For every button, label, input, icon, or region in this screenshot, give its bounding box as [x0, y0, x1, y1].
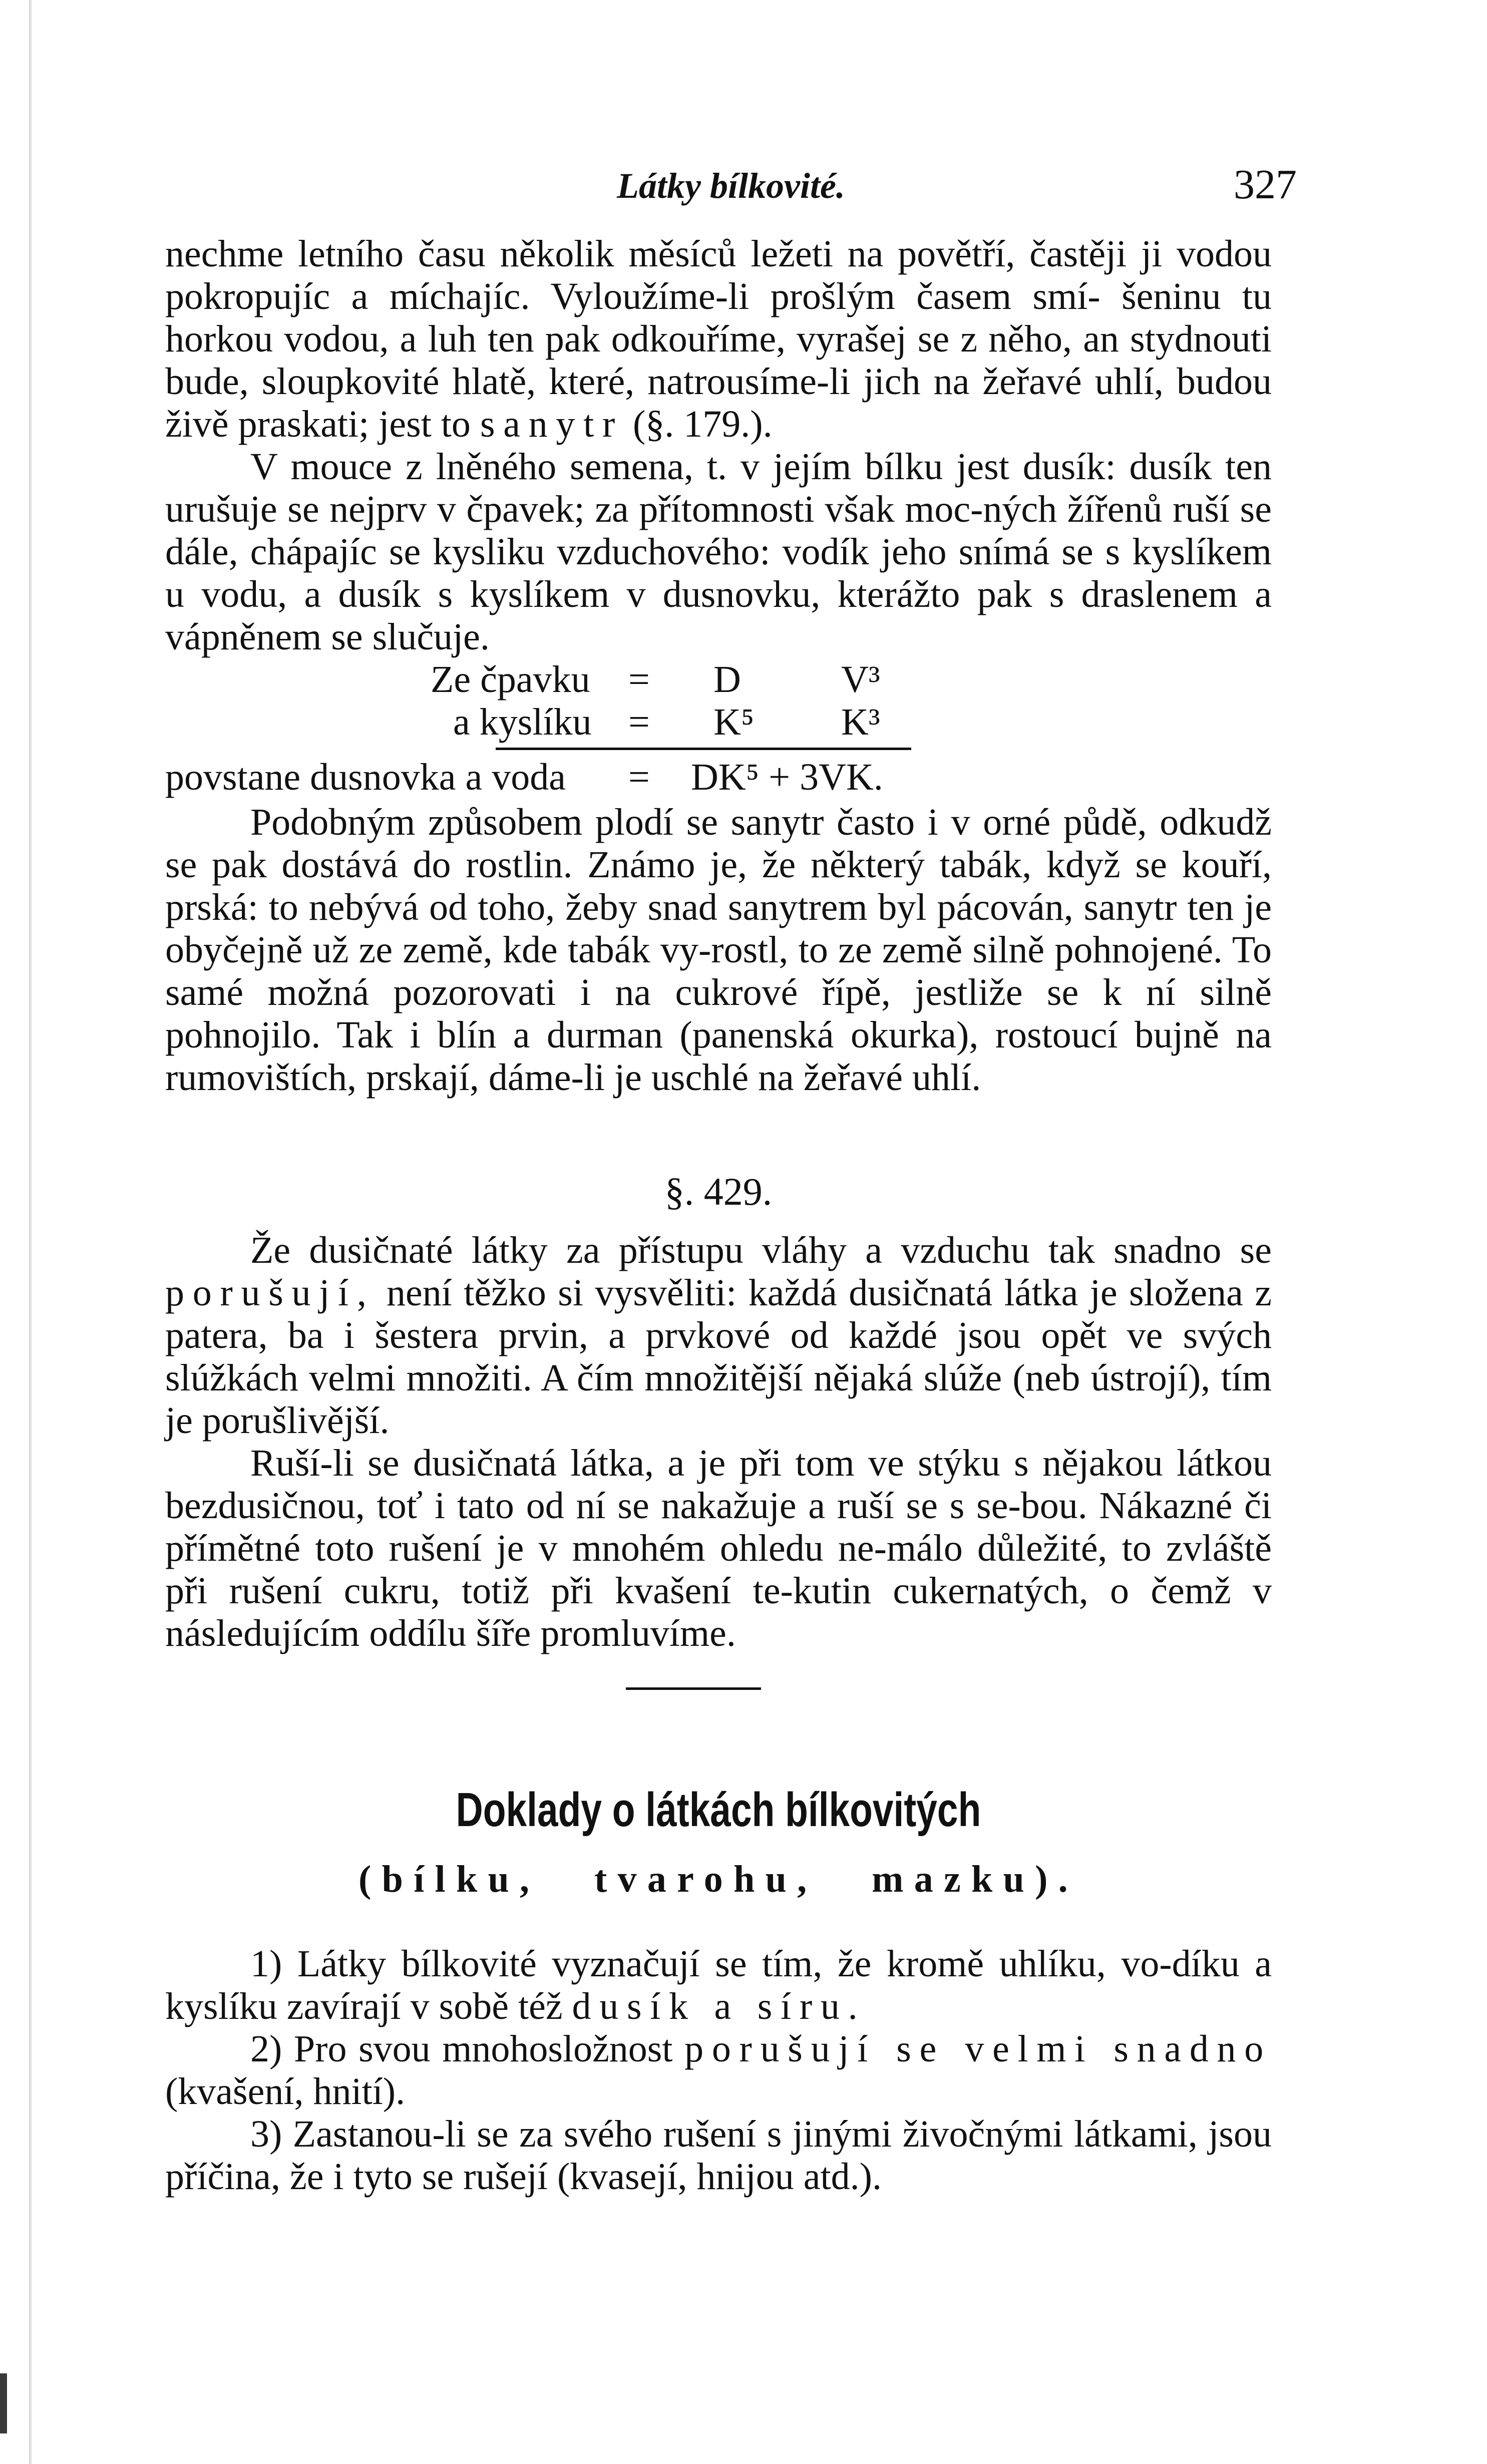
edge-mark	[0, 2373, 7, 2433]
list-item	[165, 1943, 1272, 2028]
paragraph-1-line-5: jich na žeřavé uhlí, budou živě praskati; jest to	[165, 361, 1272, 445]
equation-row-1-term-a: D	[713, 658, 741, 700]
paragraph-4	[165, 1229, 1272, 1442]
equation-row-2-equals: =	[628, 701, 650, 743]
equation-sum-rule	[496, 748, 911, 750]
list-item: 3) Zastanou-li se za svého rušení s jinými živočnými látkami, jsou příčina, že i tyto se rušejí (kvasejí, hnijou atd.).	[165, 2113, 1272, 2198]
paragraph-1	[165, 233, 1272, 446]
equation-row-3-equals: =	[628, 756, 650, 798]
equation-row-3-result: DK⁵ + 3VK.	[691, 756, 883, 798]
paragraph-3-text: Podobným způsobem plodí se sanytr často i v orné půdě, odkudž se pak dostává do rostlin. Známo je, že některý tabák, když se kouří, prská: to nebývá od toho, žeby snad sanytrem byl pácován, sanytr ten je obyčejně už ze země, kde tabák vy-rostl, to ze země silně pohnojené. To samé možná pozorovati i na cukrové řípě, jestliže se k ní silně pohnojilo. Tak i blín a durman (panenská okurka), rostoucí bujně na rumovištích, prskají, dáme-li je uschlé na žeřavé uhlí.	[165, 801, 1272, 1099]
paragraph-2	[165, 446, 1272, 658]
term-porusuji-se-velmi-snadno: porušují se velmi snadno	[684, 2028, 1272, 2070]
paragraph-5-text: Ruší-li se dusičnatá látka, a je při tom ve stýku s nějakou látkou bezdusičnou, toť i tato od ní se nakažuje a ruší se s se-bou. Nákazné či přímětné toto rušení je v mnohém ohledu ne-málo důležité, to zvláště při rušení cukru, totiž při kvašení te-kutin cukernatých, o čemž v následujícím oddílu šíře promluvíme.	[165, 1442, 1272, 1654]
paragraph-1-line-4: z něho, an stydnouti bude, sloupkovité hlatě, které, natrousíme-li	[165, 318, 1272, 403]
equation-row-1-term-b: V³	[841, 658, 880, 700]
paragraph-5	[165, 1442, 1272, 1655]
numbered-list	[165, 1943, 1272, 2198]
term-dusik-a-siru: dusík a síru.	[572, 1985, 866, 2027]
paragraph-1-line-3: šeninu tu horkou vodou, a luh ten pak odkouříme, vyrašej se	[165, 275, 1272, 360]
paragraph-4-post: není těžko si vysvěliti: každá dusičnatá látka je složena z patera, ba i šestera prvin, a prvkové od každé jsou opět ve svých slúžkách velmi množiti. A čím množitější nějaká slúže (neb ústrojí), tím je porušlivější.	[165, 1272, 1272, 1442]
term-porusuji: porušují,	[165, 1272, 375, 1314]
equation-row-1-label: Ze čpavku	[431, 658, 590, 700]
list-item	[165, 2028, 1272, 2113]
running-title: Látky bílkovité.	[617, 166, 845, 206]
section-number: §. 429.	[664, 1170, 773, 1213]
equation-row-2-term-b: K³	[841, 701, 880, 743]
section-separator	[626, 1687, 761, 1690]
page-gutter	[29, 0, 32, 2464]
item-1-text: 1) Látky bílkovité vyznačují se tím, že kromě uhlíku, vo-díku a kyslíku zavírají v sobě též	[165, 1943, 1272, 2027]
paragraph-1-line-2: vodou pokropujíc a míchajíc. Vyloužíme-li prošlým časem smí-	[165, 233, 1272, 317]
equation-row-2-term-a: K⁵	[713, 701, 755, 743]
reference: (§. 179.).	[633, 403, 773, 445]
item-2-pre: 2) Pro svou mnohosložnost	[250, 2028, 673, 2070]
paragraph-2-text: V mouce z lněného semena, t. v jejím bílku jest dusík: dusík ten urušuje se nejprv v čpavek; za přítomnosti však moc-ných žířenů ruší se dále, chápajíc se kysliku vzduchového: vodík jeho snímá se s kyslíkem u vodu, a dusík s kyslíkem v dusnovku, kterážto pak s draslenem a vápněnem se slučuje.	[165, 446, 1272, 658]
chapter-subheading: (bílku, tvarohu, mazku).	[358, 1858, 1078, 1900]
paragraph-1-line-1: nechme letního času několik měsíců ležeti na povětří, častěji ji	[165, 233, 1163, 275]
page-number: 327	[1234, 161, 1297, 208]
paragraph-3	[165, 801, 1272, 1099]
term-sanytr: sanytr	[480, 403, 623, 445]
running-header	[165, 160, 1297, 215]
chapter-heading: Doklady o látkách bílkovitých	[456, 1783, 981, 1837]
equation-row-3-label: povstane dusnovka a voda	[165, 756, 566, 798]
item-2-post: (kvašení, hnití).	[165, 2070, 406, 2113]
paragraph-4-pre: Že dusičnaté látky za přístupu vláhy a vzduchu tak snadno se	[250, 1229, 1272, 1271]
equation-row-2-label: a kyslíku	[453, 701, 592, 743]
equation-row-1-equals: =	[628, 658, 650, 700]
